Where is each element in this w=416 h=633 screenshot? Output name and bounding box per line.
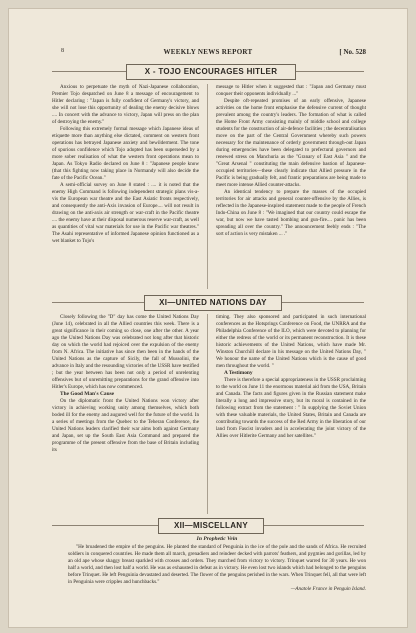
page-mark: 8: [61, 48, 64, 54]
section-heading-tojo: [8, 64, 408, 80]
paragraph: message to Hitler when it suggested that : "Japan and Germany must conquer their opponents individually ...": [216, 84, 366, 97]
quotation-attribution: —Anatole France in Penguin Island.: [290, 586, 366, 592]
issue-number: [ No. 528: [339, 48, 366, 56]
paragraph: On the diplomatic front the United Nations won victory after victory in achieving working unity among themselves, which both boded ill for the enemy and augured well for the future of the world. In a series of meetings from the Quebec to the Teheran Conference, the United Nations leaders clarified their war aims both against Germany and Japan, set up the South East Asia Command and prepared the programme of the present offensive from the base of Britain including its: [52, 398, 199, 453]
tojo-right-column: [216, 84, 366, 238]
paragraph: Anxious to perpetuate the myth of Nazi-Japanese collaboration, Premier Tojo despatched on June 8 a message of encouragement to Hitler declaring : "Japan is fully confident of Germany's victory, and she will not lose this opportunity of dealing the enemy decisive blows .... In concert with the advance to victory, Japan will press on the plan of destroying the enemy.": [52, 84, 199, 125]
section-title: X - TOJO ENCOURAGES HITLER: [126, 64, 296, 80]
subheading-prophetic-vein: In Prophetic Vein: [196, 536, 238, 542]
paragraph: Following this extremely formal message which Japanese ideas of etiquette more than anything else dictated, comment on western front operations has betrayed Japanese anxiety and bewilderment. The tone of spurious confidence which Tojo adopted has been superseded by a more sober realisation of what the western front operations mean to Japan. As Tokyo Radio declared on June 8 : "Japanese people know (that this fighting now taking place in Normandy will also decide the fate of the Pacific Ocean.": [52, 126, 199, 181]
subheading-good-mans-cause: The Good Man's Cause: [60, 391, 115, 397]
tojo-left-column: [52, 84, 199, 245]
column-divider: [207, 84, 208, 289]
section-heading-miscellany: [8, 518, 408, 534]
section-title: XI—UNITED NATIONS DAY: [144, 295, 282, 311]
document-page: [8, 8, 408, 628]
paragraph: timing. They also sponsored and participated in such international conferences as the Hotsprings Conference on Food, the UNRRA and the Philadelphia Conference of the ILO, which were devoted to planning for either the redress of the world or its permanent reconstruction. It is these historic achievements of the United Nations, which have made Mr. Winston Churchill declare in his message on the United Nations Day, " We honour the name of the United Nations which is the cause of good men throughout the world. ": [216, 314, 366, 369]
un-day-right-column: [216, 314, 366, 440]
paragraph: An identical tendency to prepare the masses of the occupied territories for air attacks and general counter-offensive by the Allies, is reflected in the Japanese-inspired statement made to the people of French Indo-China on June 8 : "We imagined that our country could escape the war, but now we have tasted bombing and gun-fire.... panic has been spreading all over the country." The announcement feebly ends : "The sort of action is very mistaken ... .": [216, 189, 366, 237]
subheading-a-testimony: A Testimony: [224, 370, 253, 376]
section-heading-un-day: [8, 295, 408, 311]
section-title: XII—MISCELLANY: [158, 518, 264, 534]
column-divider: [207, 314, 208, 514]
quotation: "He broadened the empire of the penguins. He planted the standard of Penguinia in the ice of the pole and the sands of Africa. He recruited soldiers in conquered countries. He made them all march, grenadiers and reindeer decked with parrots' feathers, and pygmies and gorillas, led by an old ape whose shaggy breast sparkled with crosses and orders. They marched from victory to victory. Trinquet warred for 30 years. He won half a world, and then lost half a world. He was as exhausted in defeat as in victory. He even lost two islands which had belonged to the penguins before Trinquet. He left Penguinia devastated and deserted. The flower of the penguins perished in the wars. When Trinquet fell, all that were left in Penguinia were cripples and hunchbacks.": [68, 544, 366, 585]
publication-title: WEEKLY NEWS REPORT: [163, 48, 253, 56]
paragraph: Closely following the "D" day has come the United Nations Day (June 14), celebrated in all the Allied countries this week. There is a great significance in their coming so close, one after the other. A year ago the United Nations Day was celebrated not long after that historic day on which the world had rejoiced over the expulsion of the enemy from N. Africa. The initiative has since then been in the hands of the United Nations as the capture of Sicily, the fall of Mussolini, the advance in Italy and the resounding victories of the USSR have testified ; but the year between has been not only a period of unrelenting offensives but of unremitting preparations for the grand offensive into Hitler's Europe, which has now commenced.: [52, 314, 199, 390]
paragraph: There is therefore a special appropriateness in the USSR proclaiming to the world on June 11 the enormous material aid from the USA, Britain and Canada. The facts and figures given in the Russian statement make literally a long and impressive story, but its moral is contained in the following extract from the statement : " In supplying the Soviet Union with these valuable materials, the United States, Britain and Canada are contributing towards the success of the Red Army in the liberation of our land from Fascist invaders and in accelerating the joint victory of the Allies over Hitlerite Germany and her satellites.": [216, 377, 366, 439]
miscellany-body: [68, 536, 366, 593]
running-header: [8, 46, 408, 60]
un-day-left-column: [52, 314, 199, 454]
paragraph: Despite oft-repeated promises of an early offensive, Japanese activities on the home front emphasise the defensive current of thought prevalent among the country's leaders. The formation of what is called the Home Front Army consisting mainly of middle school and college students for the construction of air-defence facilities ; the decentralisation move on the part of the Central Government whereby such powers necessary for the maintenance of orderly government through-out Japan during emergencies have been delegated to prefectural governors and renewed stress on Manchuria as the "Granary of East Asia " and the "Great Arsenal " constituting the main defensive bastion of Japanese-occupied territories—these clearly indicate that Allied pressure in the Pacific is being gradually felt, and frantic preparations are being made to meet more intense Allied counter-attacks.: [216, 98, 366, 188]
paragraph: A semi-official survey on June 8 stated : .... it is noted that the enemy High Command is following independent strategic plans vis-a-vis the European war theatre and the East Asiatic fronts respectively, and consequently the anti-Axis invasion of Europe.... will not result in drawing on the anti-axis air strength or war-craft in the Pacific theatre .... the enemy have at their disposal numerous reserve war-craft, as well as quantities of vital war materials for use in the Pacific war theatres." The Asahi representative of informed Japanese opinion functioned as a wet blanket to Tojo's: [52, 182, 199, 244]
